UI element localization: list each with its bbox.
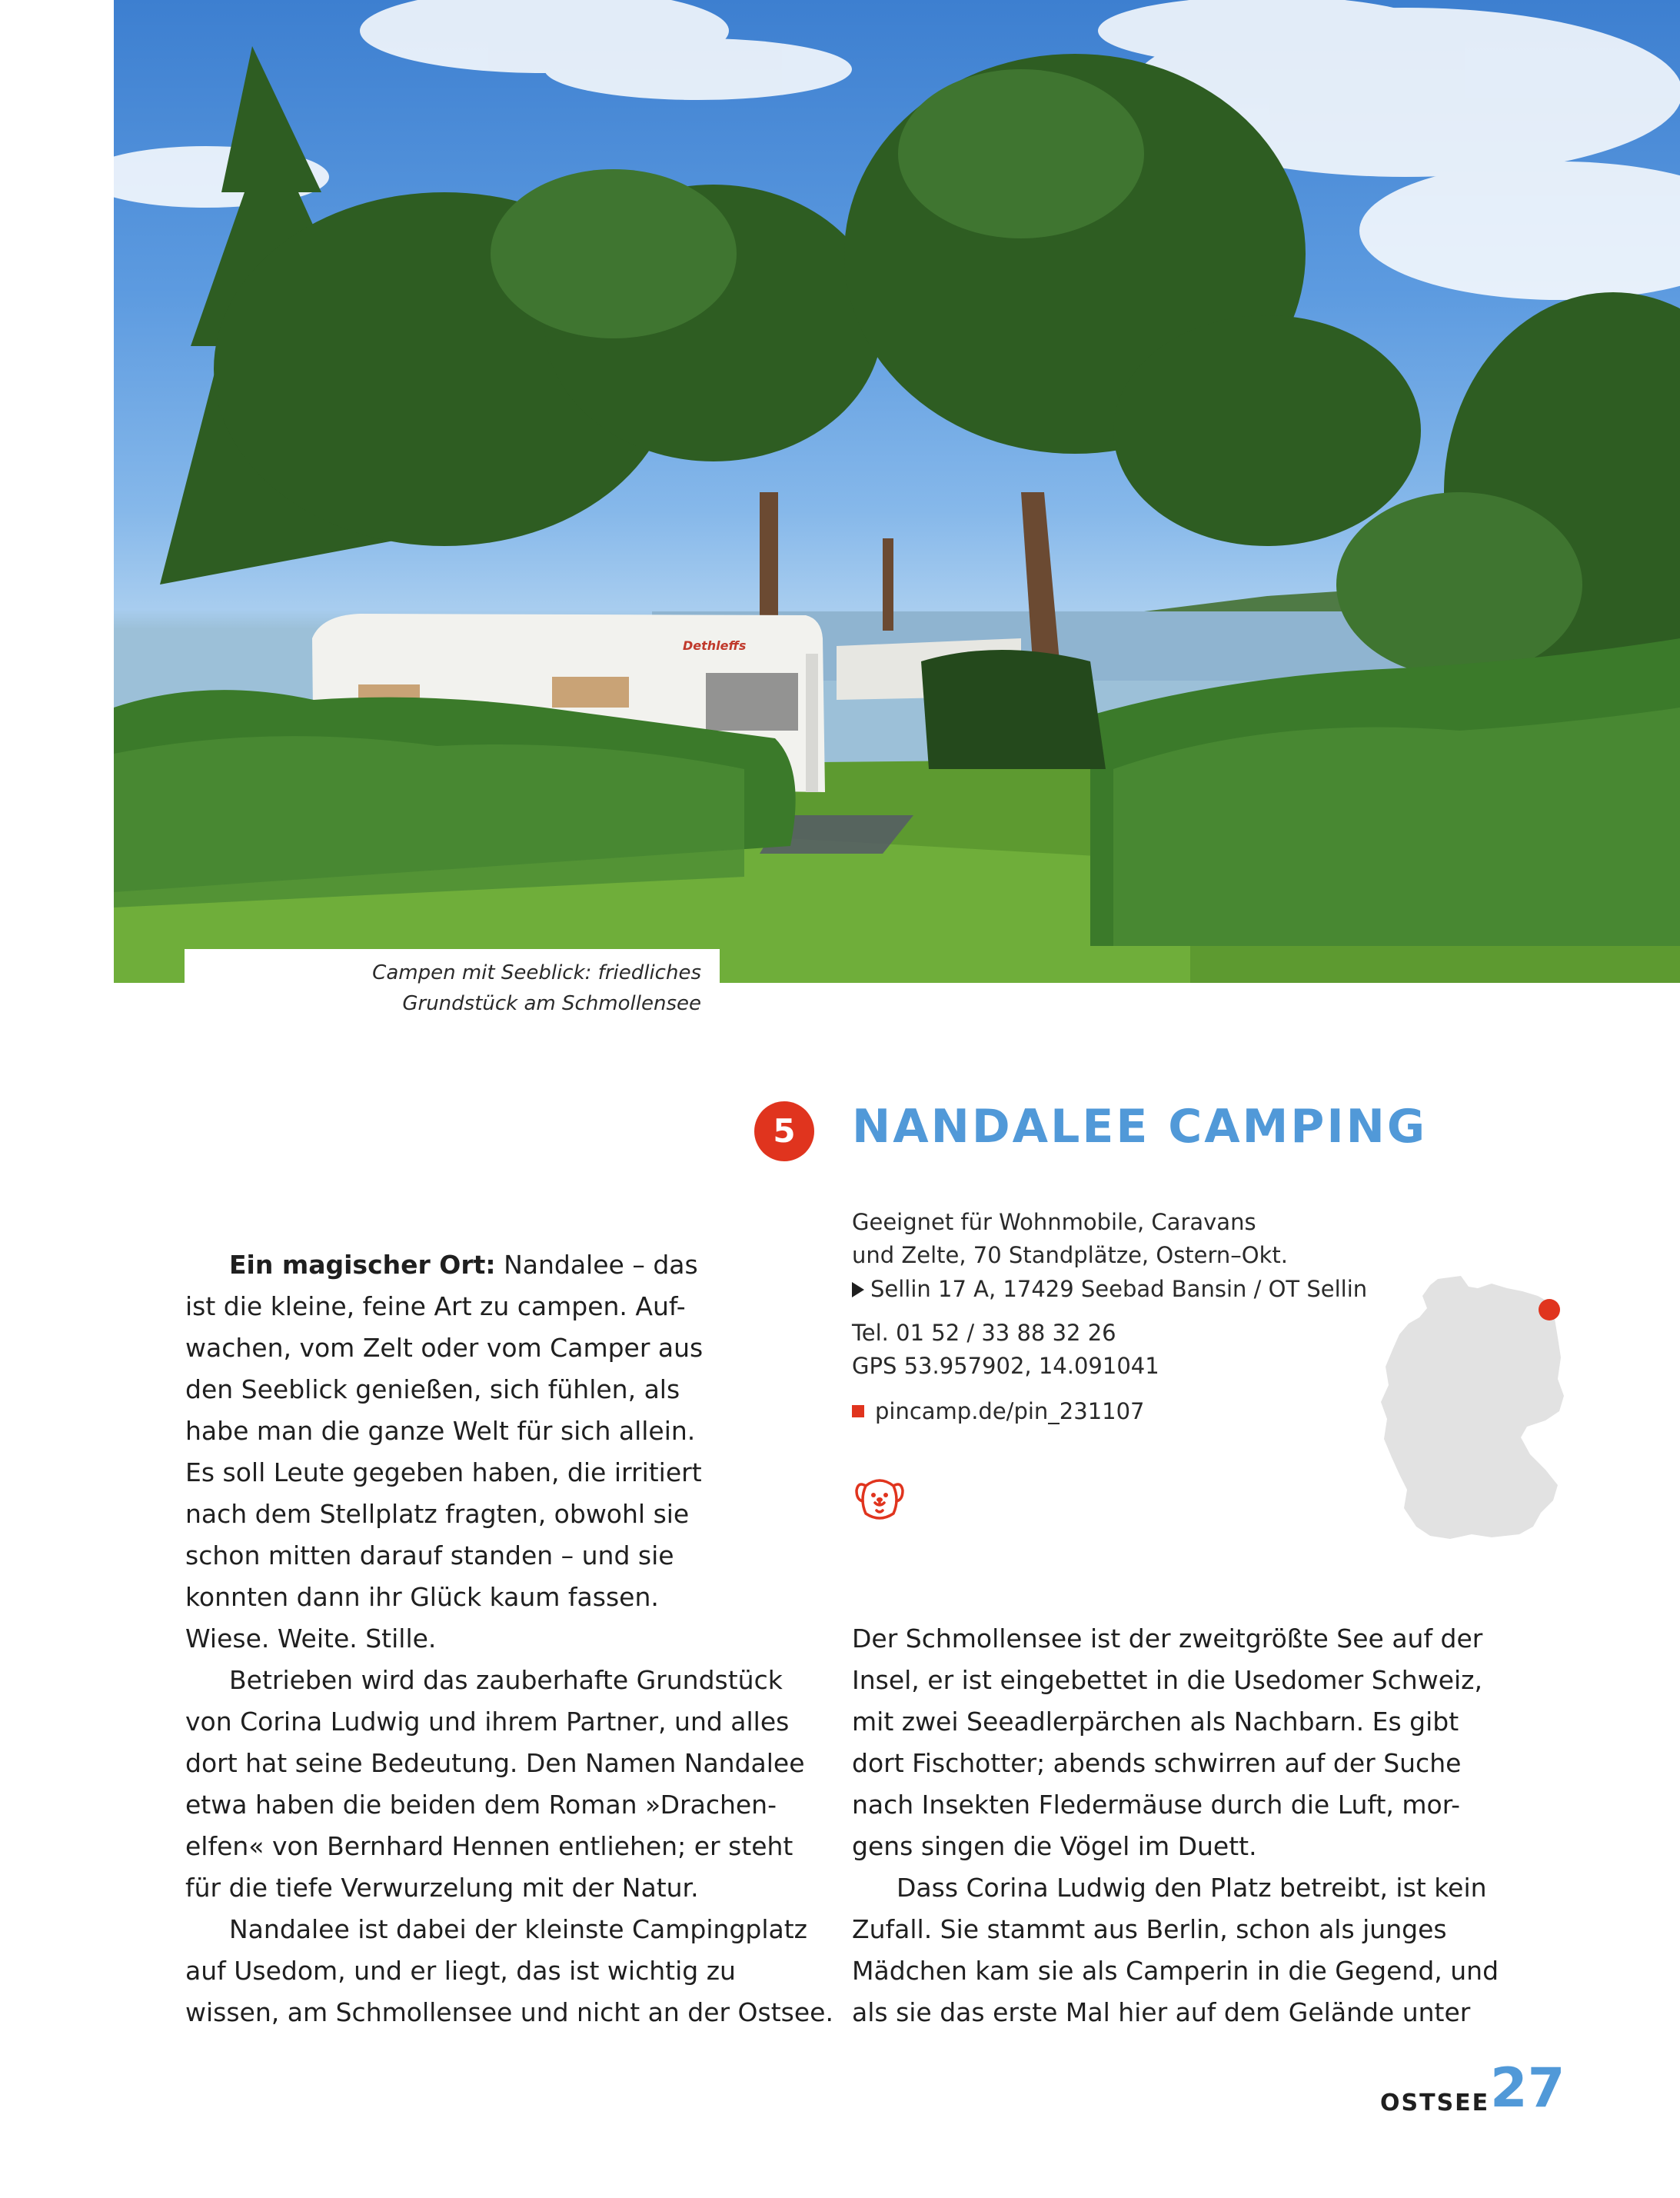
left-text-line: Es soll Leute gegeben haben, die irritiert (185, 1457, 702, 1487)
left-text-line: ist die kleine, feine Art zu campen. Auf- (185, 1291, 686, 1321)
left-text-line: wachen, vom Zelt oder vom Camper aus (185, 1333, 704, 1363)
entry-number-badge: 5 (754, 1101, 814, 1161)
right-text-line: nach Insekten Fledermäuse durch die Luft, mor- (852, 1790, 1461, 1820)
right-text-line: Der Schmollensee ist der zweitgrößte See auf der (852, 1624, 1483, 1653)
left-text-line: Betrieben wird das zauberhafte Grundstück (229, 1665, 783, 1695)
left-text-line: auf Usedom, und er liegt, das ist wichtig zu (185, 1956, 736, 1986)
caption-line-1: Campen mit Seeblick: friedliches (372, 961, 701, 984)
left-text-line: nach dem Stellplatz fragten, obwohl sie (185, 1499, 690, 1529)
left-text-line: für die tiefe Verwurzelung mit der Natur. (185, 1873, 699, 1903)
right-text-line: als sie das erste Mal hier auf dem Gelände unter (852, 1997, 1471, 2027)
campsite-title: NANDALEE CAMPING (852, 1100, 1428, 1154)
address (852, 1276, 1367, 1302)
phone-number: Tel. 01 52 / 33 88 32 26 (852, 1320, 1116, 1346)
lead-bold-text: Ein magischer Ort: (229, 1250, 496, 1280)
lead-rest-text: Nandalee – das (495, 1250, 698, 1280)
right-text-line: Zufall. Sie stammt aus Berlin, schon als junges (852, 1914, 1447, 1944)
website-link[interactable] (852, 1398, 1145, 1424)
left-text-line: elfen« von Bernhard Hennen entliehen; er steht (185, 1831, 793, 1861)
location-marker-icon (1539, 1299, 1560, 1320)
left-text-line: habe man die ganze Welt für sich allein. (185, 1416, 696, 1446)
right-text-line: gens singen die Vögel im Duett. (852, 1831, 1257, 1861)
suitability-line-2: und Zelte, 70 Standplätze, Ostern–Okt. (852, 1242, 1289, 1268)
caravan-brand-text: Dethleffs (683, 638, 747, 653)
germany-shape (1381, 1276, 1564, 1539)
caption-line-2: Grundstück am Schmollensee (402, 992, 701, 1015)
right-text-line: Dass Corina Ludwig den Platz betreibt, ist kein (897, 1873, 1487, 1903)
left-text-line: von Corina Ludwig und ihrem Partner, und alles (185, 1707, 790, 1737)
section-label: OSTSEE (1380, 2090, 1490, 2116)
campsite-photo-illustration (114, 0, 1680, 983)
suitability-line-1: Geeignet für Wohnmobile, Caravans (852, 1209, 1256, 1235)
left-text-line: etwa haben die beiden dem Roman »Drachen- (185, 1790, 777, 1820)
photo-caption (185, 949, 720, 1034)
left-paragraph-lead (229, 1250, 698, 1280)
left-text-line: Nandalee ist dabei der kleinste Campingplatz (229, 1914, 808, 1944)
arrow-right-icon (852, 1282, 864, 1297)
right-text-line: Insel, er ist eingebettet in die Usedomer Schweiz, (852, 1665, 1482, 1695)
left-text-line: schon mitten darauf standen – und sie (185, 1540, 674, 1570)
right-text-line: dort Fischotter; abends schwirren auf der Suche (852, 1748, 1462, 1778)
website-link-text[interactable]: pincamp.de/pin_231107 (875, 1398, 1145, 1424)
left-text-line: dort hat seine Bedeutung. Den Namen Nandalee (185, 1748, 805, 1778)
right-text-line: mit zwei Seeadlerpärchen als Nachbarn. Es gibt (852, 1707, 1459, 1737)
left-text-line: konnten dann ihr Glück kaum fassen. (185, 1582, 659, 1612)
campsite-photo (114, 0, 1680, 983)
bullet-square-icon (852, 1405, 864, 1417)
left-text-line: wissen, am Schmollensee und nicht an der Ostsee. (185, 1997, 833, 2027)
right-text-line: Mädchen kam sie als Camperin in die Gegend, und (852, 1956, 1499, 1986)
address-text: Sellin 17 A, 17429 Seebad Bansin / OT Sellin (870, 1276, 1368, 1302)
germany-location-map (1376, 1273, 1573, 1544)
page-number: 27 (1490, 2056, 1565, 2120)
left-text-line: Wiese. Weite. Stille. (185, 1624, 437, 1653)
left-text-line: den Seeblick genießen, sich fühlen, als (185, 1374, 680, 1404)
dog-icon (852, 1469, 907, 1524)
gps-coordinates: GPS 53.957902, 14.091041 (852, 1353, 1159, 1379)
